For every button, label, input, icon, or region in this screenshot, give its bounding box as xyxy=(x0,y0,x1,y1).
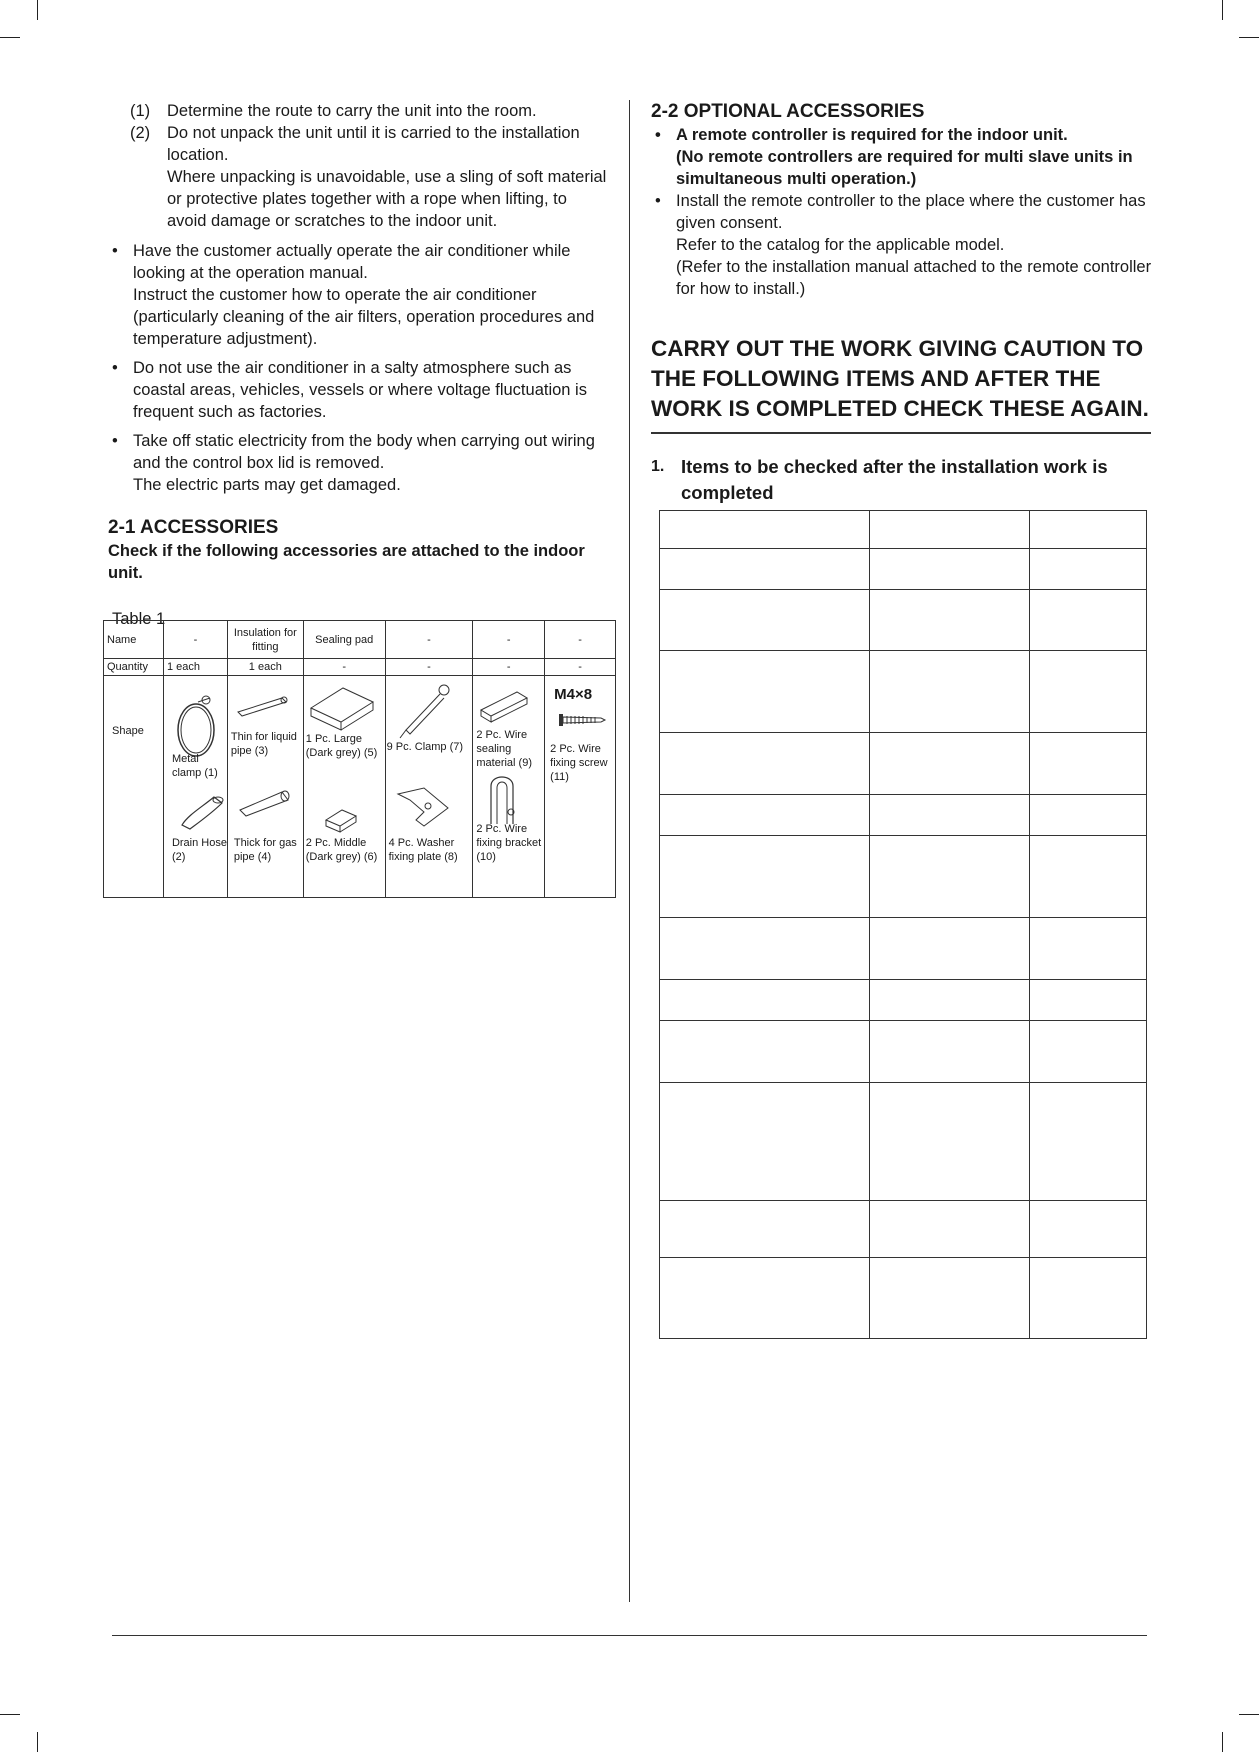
check-table xyxy=(659,510,1147,1339)
bullet-text xyxy=(676,190,1156,300)
shape-caption: 2 Pc. Middle (Dark grey) (6) xyxy=(305,837,378,863)
table-cell xyxy=(869,1021,1030,1083)
table-cell xyxy=(1030,733,1147,795)
thick-pipe-icon xyxy=(236,788,296,818)
table-caption: Table 1 xyxy=(112,610,166,628)
shape-caption: Thin for liquid pipe (3) xyxy=(230,731,297,757)
intro-steps xyxy=(108,100,608,232)
table-cell xyxy=(869,980,1030,1021)
bullet-text: Do not use the air conditioner in a salty atmosphere such as coastal areas, vehicles, vessels or where voltage fluctuation is frequent such as factories. xyxy=(133,359,587,421)
right-column xyxy=(651,100,1156,506)
table-cell: 1 each xyxy=(163,659,227,676)
table-cell xyxy=(869,733,1030,795)
table-cell xyxy=(660,733,870,795)
table-cell: - xyxy=(545,659,616,676)
table-cell xyxy=(869,549,1030,590)
crop-mark xyxy=(0,1714,20,1715)
table-cell: - xyxy=(303,659,385,676)
table-cell: - xyxy=(545,621,616,659)
bullet-line: Instruct the customer how to operate the air conditioner (particularly cleaning of the air filters, operation procedures and temperature adjustment). xyxy=(133,286,595,348)
table-cell xyxy=(869,651,1030,733)
table-row xyxy=(660,590,1147,651)
shape-cell xyxy=(303,676,385,898)
crop-mark xyxy=(37,0,38,20)
step-text: Determine the route to carry the unit into the room. xyxy=(167,102,537,120)
table-cell xyxy=(660,836,870,918)
optional-bullets xyxy=(651,124,1156,300)
table-cell: - xyxy=(473,659,545,676)
table-row xyxy=(660,1201,1147,1258)
screw-size: M4×8 xyxy=(554,686,593,703)
row-label-quantity: Quantity xyxy=(104,659,164,676)
table-row xyxy=(660,1021,1147,1083)
check-heading xyxy=(651,454,1156,506)
bullet-dot-icon: • xyxy=(112,432,118,450)
bullet-dot-icon: • xyxy=(112,242,118,260)
bullet-text xyxy=(676,124,1156,190)
table-row xyxy=(104,676,616,898)
step-item xyxy=(108,166,608,232)
table-cell xyxy=(660,511,870,549)
column-divider xyxy=(629,100,630,1602)
table-cell xyxy=(869,836,1030,918)
bullet-text xyxy=(133,240,608,350)
table-cell: - xyxy=(385,621,473,659)
row-label-name: Name xyxy=(104,621,164,659)
crop-mark xyxy=(1239,1714,1259,1715)
crop-mark xyxy=(1222,1732,1223,1752)
table-cell: - xyxy=(163,621,227,659)
table-cell xyxy=(1030,795,1147,836)
step-item xyxy=(108,100,608,122)
shape-caption: 1 Pc. Large (Dark grey) (5) xyxy=(305,733,378,759)
shape-caption: 9 Pc. Clamp (7) xyxy=(386,741,464,753)
bullet-line: Have the customer actually operate the air conditioner while looking at the operation manual. xyxy=(133,242,571,282)
step-number: (1) xyxy=(130,102,151,120)
bullet-item xyxy=(108,430,608,496)
table-row xyxy=(660,795,1147,836)
bullet-item xyxy=(651,124,1156,190)
table-cell xyxy=(660,1258,870,1339)
bullet-item xyxy=(108,240,608,350)
shape-caption: 2 Pc. Wire fixing screw (11) xyxy=(550,743,608,783)
table-cell xyxy=(660,918,870,980)
table-cell xyxy=(1030,511,1147,549)
table-row xyxy=(104,659,616,676)
table-row xyxy=(660,1083,1147,1201)
step-number: (2) xyxy=(130,124,151,142)
table-row xyxy=(660,980,1147,1021)
step-text: Do not unpack the unit until it is carried to the installation location. xyxy=(167,124,580,164)
shape-cell xyxy=(545,676,616,898)
table-row xyxy=(660,511,1147,549)
check-heading-number: 1. xyxy=(651,458,665,475)
crop-mark xyxy=(0,37,20,38)
table-cell: 1 each xyxy=(227,659,303,676)
bullet-line: A remote controller is required for the indoor unit. xyxy=(676,126,1068,144)
table-row xyxy=(660,651,1147,733)
step-item xyxy=(108,122,608,166)
check-heading-text: Items to be checked after the installation work is completed xyxy=(681,456,1108,503)
table-cell xyxy=(869,1258,1030,1339)
table-cell xyxy=(869,918,1030,980)
table-row xyxy=(104,621,616,659)
bullet-line: Take off static electricity from the body when carrying out wiring and the control box lid is removed. xyxy=(133,432,595,472)
shape-caption: Drain Hose (2) xyxy=(171,837,227,863)
table-cell xyxy=(660,651,870,733)
table-cell xyxy=(1030,1083,1147,1201)
row-label-shape xyxy=(104,676,164,898)
clamp-icon xyxy=(396,680,456,740)
left-bullets xyxy=(108,240,608,496)
page-footer-rule xyxy=(112,1635,1147,1636)
table-cell: - xyxy=(385,659,473,676)
shape-caption: Metal clamp (1) xyxy=(171,753,218,779)
crop-mark xyxy=(1239,37,1259,38)
step-text: Where unpacking is unavoidable, use a sling of soft material or protective plates together with a rope when lifting, to avoid damage or scratches to the indoor unit. xyxy=(167,168,607,230)
left-column xyxy=(108,100,608,629)
wire-sealing-icon xyxy=(477,688,537,724)
shape-cell xyxy=(163,676,227,898)
large-pad-icon xyxy=(307,682,381,732)
shape-label: Shape xyxy=(112,725,144,737)
table-cell xyxy=(660,1083,870,1201)
table-row xyxy=(660,918,1147,980)
shape-cell xyxy=(227,676,303,898)
optional-accessories-title: 2-2 OPTIONAL ACCESSORIES xyxy=(651,101,925,122)
shape-cell xyxy=(473,676,545,898)
bullet-line: (Refer to the installation manual attached to the remote controller for how to install.) xyxy=(676,258,1152,298)
accessories-title: 2-1 ACCESSORIES xyxy=(108,517,279,538)
table-cell xyxy=(869,795,1030,836)
wire-bracket-icon xyxy=(481,770,525,830)
table-cell xyxy=(660,795,870,836)
table-row xyxy=(660,1258,1147,1339)
bullet-line: (No remote controllers are required for multi slave units in simultaneous multi operation.) xyxy=(676,148,1133,188)
bullet-item xyxy=(108,357,608,423)
table-cell xyxy=(869,590,1030,651)
table-cell: Sealing pad xyxy=(303,621,385,659)
table-cell xyxy=(1030,836,1147,918)
caution-heading: CARRY OUT THE WORK GIVING CAUTION TO THE FOLLOWING ITEMS AND AFTER THE WORK IS COMPLETED CHECK THESE AGAIN. xyxy=(651,334,1151,434)
table-row xyxy=(660,549,1147,590)
washer-plate-icon xyxy=(394,786,454,830)
table-cell xyxy=(869,1201,1030,1258)
table-row xyxy=(660,836,1147,918)
table-cell xyxy=(660,1021,870,1083)
check-table-body xyxy=(660,511,1147,1339)
bullet-line: Install the remote controller to the place where the customer has given consent. xyxy=(676,192,1146,232)
shape-caption: 4 Pc. Washer fixing plate (8) xyxy=(388,837,458,863)
table-cell xyxy=(869,1083,1030,1201)
bullet-line: The electric parts may get damaged. xyxy=(133,476,401,494)
table-cell xyxy=(1030,590,1147,651)
shape-cell xyxy=(385,676,473,898)
crop-mark xyxy=(37,1732,38,1752)
step-number xyxy=(108,166,167,232)
bullet-line: Refer to the catalog for the applicable model. xyxy=(676,236,1005,254)
table-cell xyxy=(1030,1258,1147,1339)
shape-caption: 2 Pc. Wire sealing material (9) xyxy=(476,729,532,769)
table-cell xyxy=(1030,1201,1147,1258)
shape-caption: 2 Pc. Wire fixing bracket (10) xyxy=(476,823,542,863)
bullet-dot-icon: • xyxy=(655,192,661,210)
table-cell xyxy=(660,549,870,590)
table-cell xyxy=(660,1201,870,1258)
table-cell: Insulation for fitting xyxy=(227,621,303,659)
table-cell xyxy=(1030,549,1147,590)
table-cell xyxy=(660,980,870,1021)
accessories-table xyxy=(103,620,616,898)
accessories-subtitle: Check if the following accessories are attached to the indoor unit. xyxy=(108,542,585,582)
bullet-dot-icon: • xyxy=(655,126,661,144)
table-cell xyxy=(1030,1021,1147,1083)
table-cell xyxy=(869,511,1030,549)
crop-mark xyxy=(1222,0,1223,20)
shape-caption: Thick for gas pipe (4) xyxy=(233,837,297,863)
thin-pipe-icon xyxy=(234,694,294,718)
table-cell xyxy=(1030,980,1147,1021)
table-cell xyxy=(660,590,870,651)
bullet-dot-icon: • xyxy=(112,359,118,377)
bullet-item xyxy=(651,190,1156,300)
table-row xyxy=(660,733,1147,795)
table-cell xyxy=(1030,918,1147,980)
table-cell: - xyxy=(473,621,545,659)
bullet-text xyxy=(133,430,608,496)
screw-icon xyxy=(557,712,607,728)
table-cell xyxy=(1030,651,1147,733)
middle-pad-icon xyxy=(322,806,362,836)
